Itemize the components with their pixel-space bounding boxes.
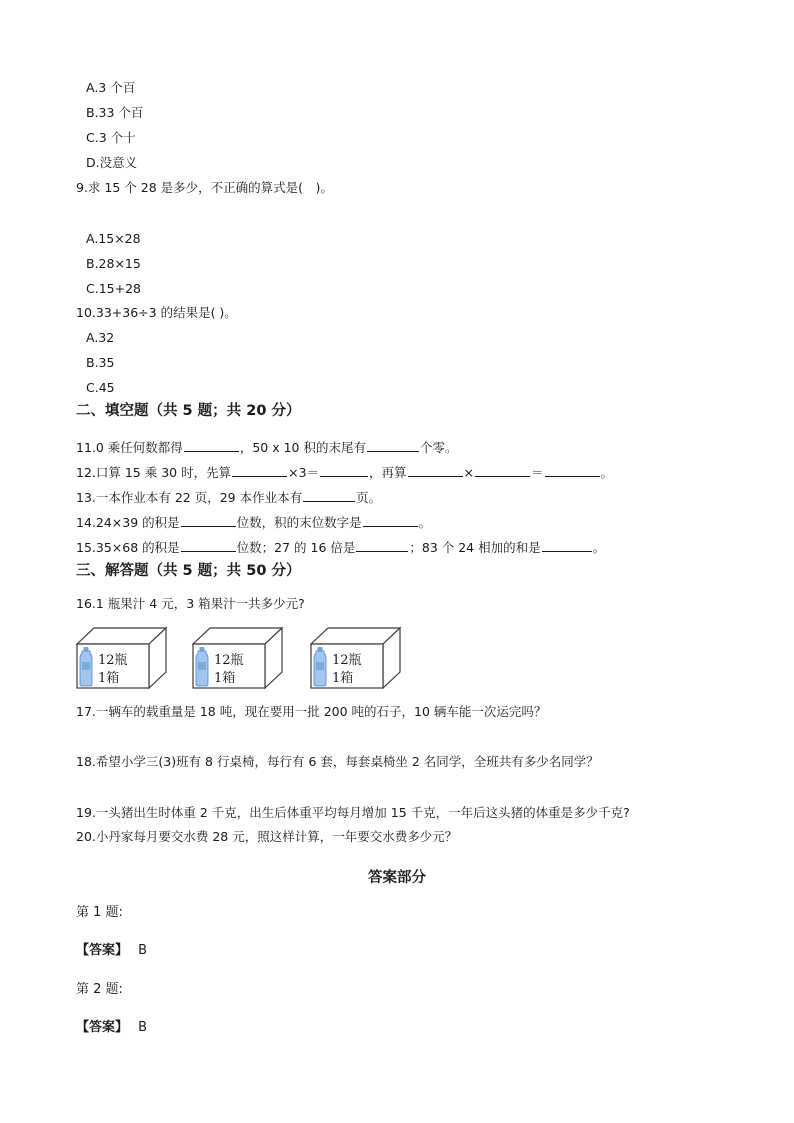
juice-box-2: [192, 626, 284, 690]
answer-2: [76, 1020, 147, 1036]
q11-part3: 个零。: [419, 440, 458, 455]
q14-part1: 14.24×39 的积是: [76, 515, 180, 530]
q14: [76, 514, 431, 531]
answer-2-value: B: [138, 1020, 148, 1035]
q9-option-c: C.15+28: [86, 281, 141, 296]
q12-blank-5[interactable]: [545, 464, 600, 477]
q8-option-b: B.33 个百: [86, 105, 144, 120]
q15-part4: 。: [592, 540, 606, 555]
water-bottle-icon: [196, 647, 208, 686]
answer-2-label: 【答案】: [76, 1020, 129, 1035]
q10-option-b: B.35: [86, 355, 115, 370]
answer-1-label: 【答案】: [76, 943, 129, 958]
q8-option-d: D.没意义: [86, 155, 138, 170]
section-3-title: 三、解答题（共 5 题；共 50 分）: [76, 563, 301, 579]
q12-part3: ，再算: [369, 465, 407, 480]
q20-text: 20.小丹家每月要交水费 28 元，照这样计算，一年要交水费多少元？: [76, 829, 458, 844]
q11-part2: ，50 x 10 积的末尾有: [239, 440, 366, 455]
q13-part2: 页。: [356, 490, 382, 505]
juice-box-3-line2: 1箱: [332, 671, 354, 686]
q9-text: 9.求 15 个 28 是多少，不正确的算式是( )。: [76, 180, 333, 195]
q10-option-a: A.32: [86, 330, 115, 345]
q12-part4: ×: [463, 465, 475, 480]
answer-1-question: 第 1 题:: [76, 905, 123, 920]
q12-part2: ×3＝: [288, 465, 320, 480]
juice-box-1: [76, 626, 168, 690]
answer-2-question: 第 2 题:: [76, 982, 123, 997]
q8-option-a: A.3 个百: [86, 80, 136, 95]
answer-1-value: B: [138, 943, 148, 958]
q9-option-b: B.28×15: [86, 256, 141, 271]
q13: [76, 489, 381, 506]
juice-box-1-line1: 12瓶: [98, 653, 128, 668]
q15-blank-3[interactable]: [542, 539, 592, 552]
water-bottle-icon: [314, 647, 326, 686]
juice-box-3-line1: 12瓶: [332, 653, 362, 668]
q15-blank-2[interactable]: [356, 539, 408, 552]
q12: [76, 464, 613, 481]
q8-option-c: C.3 个十: [86, 130, 136, 145]
q11-blank-2[interactable]: [367, 439, 419, 452]
q18-text: 18.希望小学三(3)班有 8 行桌椅，每行有 6 套，每套桌椅坐 2 名同学，全班共有多少名同学？: [76, 754, 599, 769]
q15-blank-1[interactable]: [181, 539, 236, 552]
q11: [76, 439, 457, 456]
q15: [76, 539, 605, 556]
q9-option-a: A.15×28: [86, 231, 141, 246]
q15-part2: 位数；27 的 16 倍是: [236, 540, 356, 555]
answer-1: [76, 943, 147, 959]
q15-part3: ；83 个 24 相加的和是: [409, 540, 541, 555]
q14-part3: 。: [418, 515, 432, 530]
q15-part1: 15.35×68 的积是: [76, 540, 180, 555]
q11-part1: 11.0 乘任何数都得: [76, 440, 183, 455]
water-bottle-icon: [80, 647, 92, 686]
q14-part2: 位数，积的末位数字是: [236, 515, 362, 530]
q16-text: 16.1 瓶果汁 4 元，3 箱果汁一共多少元?: [76, 596, 305, 611]
answers-title: 答案部分: [368, 870, 426, 886]
q14-blank-2[interactable]: [363, 514, 418, 527]
q12-blank-3[interactable]: [408, 464, 463, 477]
q12-blank-4[interactable]: [475, 464, 530, 477]
q12-part1: 12.口算 15 乘 30 时，先算: [76, 465, 232, 480]
juice-box-2-line1: 12瓶: [214, 653, 244, 668]
q12-part5: ＝: [531, 465, 544, 480]
q17-text: 17.一辆车的载重量是 18 吨，现在要用一批 200 吨的石子，10 辆车能一次运完吗？: [76, 704, 547, 719]
q12-blank-2[interactable]: [320, 464, 368, 477]
q13-blank-1[interactable]: [303, 489, 355, 502]
juice-box-2-line2: 1箱: [214, 671, 236, 686]
q10-option-c: C.45: [86, 380, 115, 395]
q11-blank-1[interactable]: [184, 439, 239, 452]
q12-blank-1[interactable]: [232, 464, 287, 477]
section-2-title: 二、填空题（共 5 题；共 20 分）: [76, 403, 301, 419]
juice-box-3: [310, 626, 402, 690]
q12-part6: 。: [600, 465, 614, 480]
q13-part1: 13.一本作业本有 22 页，29 本作业本有: [76, 490, 303, 505]
q10-text: 10.33+36÷3 的结果是( )。: [76, 305, 237, 320]
q14-blank-1[interactable]: [181, 514, 236, 527]
q19-text: 19.一头猪出生时体重 2 千克，出生后体重平均每月增加 15 千克，一年后这头猪的体重是多少千克?: [76, 805, 630, 820]
juice-box-1-line2: 1箱: [98, 671, 120, 686]
